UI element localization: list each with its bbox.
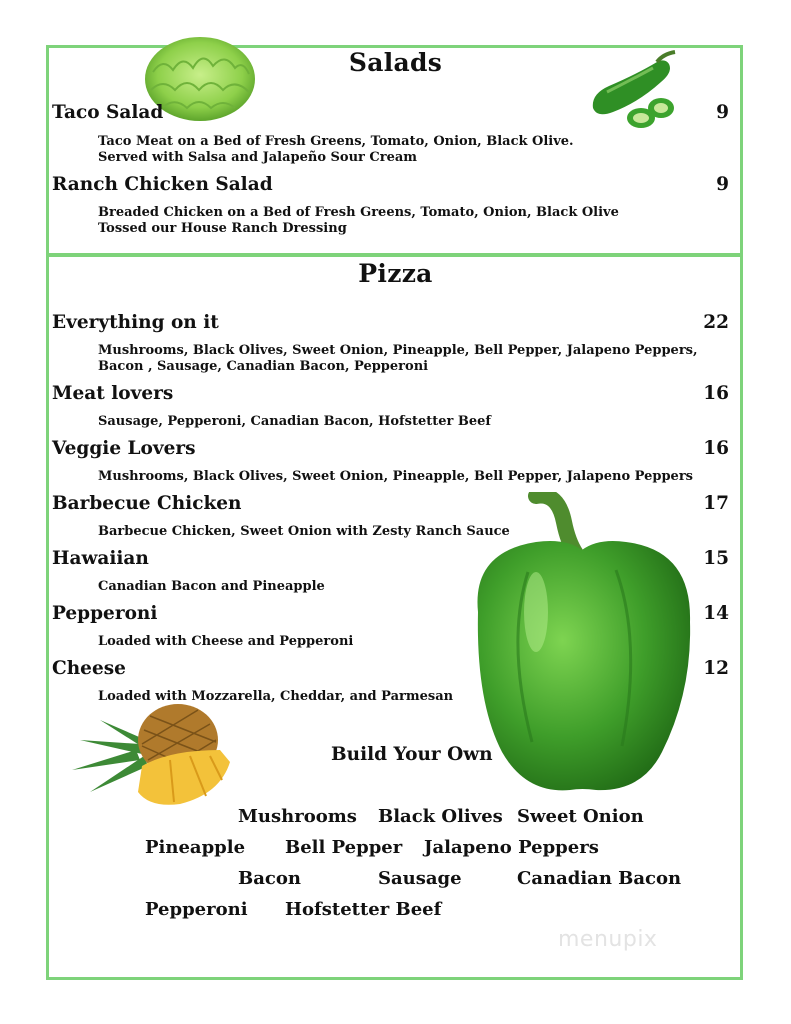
menu-item-price: 9 <box>716 174 729 195</box>
topping-option: Pineapple <box>145 837 246 858</box>
topping-option: Bell Pepper <box>285 837 403 858</box>
menu-item-price: 16 <box>703 438 729 459</box>
menu-item-name: Cheese <box>52 658 126 679</box>
menu-item-name: Pepperoni <box>52 603 158 624</box>
topping-option: Sausage <box>378 868 462 889</box>
menu-item-description: Served with Salsa and Jalapeño Sour Cream <box>98 150 418 165</box>
topping-option: Hofstetter Beef <box>285 899 442 920</box>
menu-item-description: Taco Meat on a Bed of Fresh Greens, Tomato, Onion, Black Olive. <box>98 134 574 149</box>
menu-item-price: 12 <box>703 658 729 679</box>
menu-item-name: Ranch Chicken Salad <box>52 174 273 195</box>
menu-item-description: Bacon , Sausage, Canadian Bacon, Pepperoni <box>98 359 429 374</box>
menu-item-name: Taco Salad <box>52 102 164 123</box>
menu-item-description: Canadian Bacon and Pineapple <box>98 579 325 594</box>
menu-item-description: Loaded with Cheese and Pepperoni <box>98 634 354 649</box>
menu-item-price: 22 <box>703 312 729 333</box>
topping-option: Sweet Onion <box>517 806 644 827</box>
menu-item-name: Meat lovers <box>52 383 174 404</box>
watermark-logo: menupix <box>558 927 658 952</box>
pizza-title: Pizza <box>358 259 433 288</box>
topping-option: Bacon <box>238 868 301 889</box>
menu-item-description: Tossed our House Ranch Dressing <box>98 221 347 236</box>
salads-title: Salads <box>348 48 443 77</box>
menu-item-price: 15 <box>703 548 729 569</box>
menu-item-description: Mushrooms, Black Olives, Sweet Onion, Pineapple, Bell Pepper, Jalapeno Peppers, <box>98 343 698 358</box>
menu-item-description: Barbecue Chicken, Sweet Onion with Zesty Ranch Sauce <box>98 524 510 539</box>
menu-item-name: Hawaiian <box>52 548 149 569</box>
menu-item-price: 14 <box>703 603 729 624</box>
pineapple-image <box>70 700 232 808</box>
menu-item-description: Breaded Chicken on a Bed of Fresh Greens, Tomato, Onion, Black Olive <box>98 205 619 220</box>
menu-item-name: Everything on it <box>52 312 219 333</box>
menu-item-price: 9 <box>716 102 729 123</box>
menu-item-description: Mushrooms, Black Olives, Sweet Onion, Pineapple, Bell Pepper, Jalapeno Peppers <box>98 469 693 484</box>
menu-item-description: Sausage, Pepperoni, Canadian Bacon, Hofstetter Beef <box>98 414 492 429</box>
topping-option: Canadian Bacon <box>517 868 682 889</box>
topping-option: Pepperoni <box>145 899 248 920</box>
build-your-own-title: Build Your Own <box>331 744 493 765</box>
menu-item-price: 17 <box>703 493 729 514</box>
menu-item-price: 16 <box>703 383 729 404</box>
menu-item-description: Loaded with Mozzarella, Cheddar, and Parmesan <box>98 689 454 704</box>
menu-item-name: Veggie Lovers <box>52 438 196 459</box>
menu-item-name: Barbecue Chicken <box>52 493 242 514</box>
topping-option: Mushrooms <box>238 806 357 827</box>
topping-option: Jalapeno Peppers <box>424 837 599 858</box>
topping-option: Black Olives <box>378 806 503 827</box>
